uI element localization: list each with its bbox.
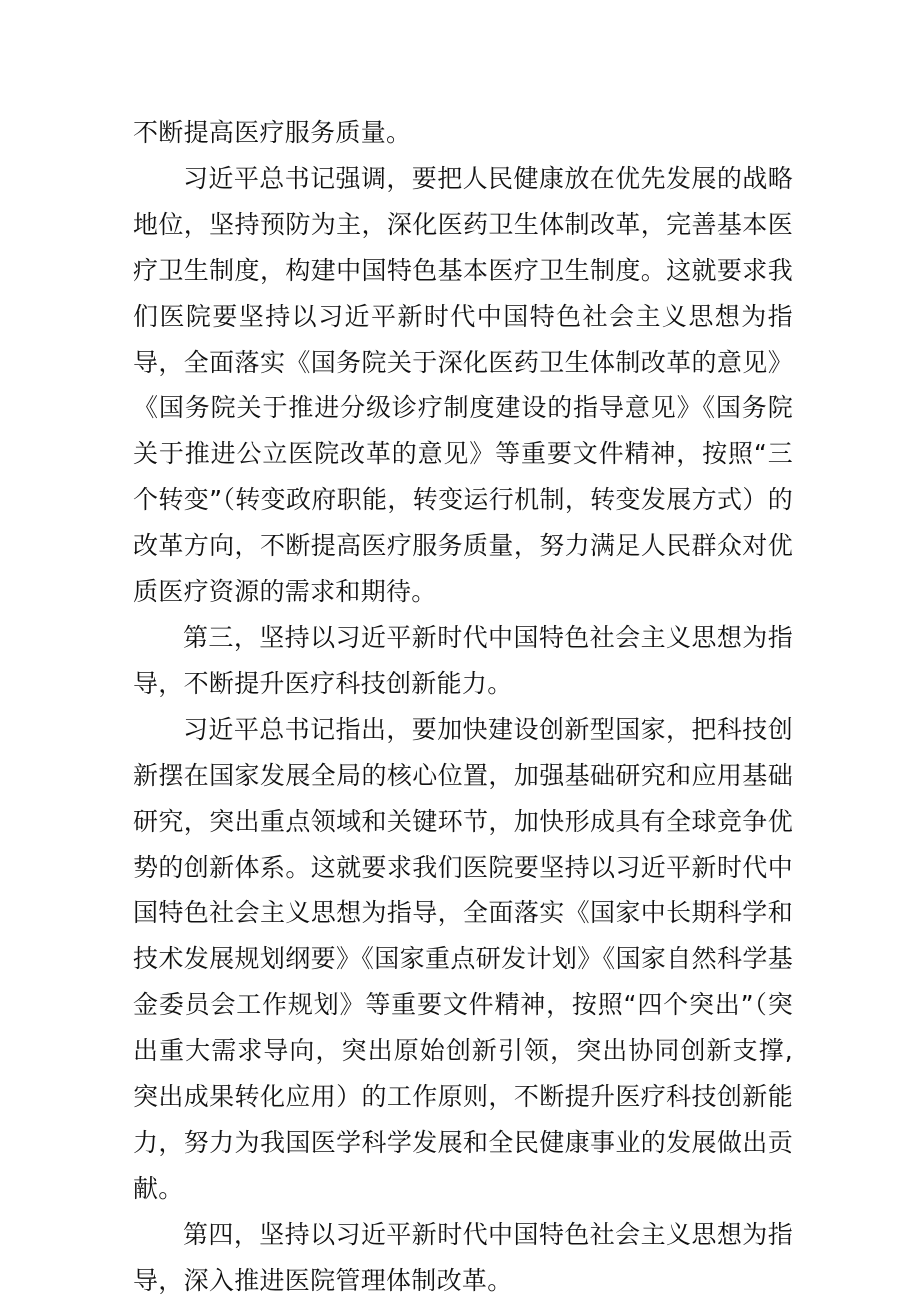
paragraph-point-four: 第四，坚持以习近平新时代中国特色社会主义思想为指导，深入推进医院管理体制改革。 xyxy=(133,1219,793,1295)
document-body xyxy=(133,110,793,1304)
paragraph-continuation: 不断提高医疗服务质量。 xyxy=(133,118,412,147)
paragraph-healthcare-reform: 习近平总书记强调，要把人民健康放在优先发展的战略地位，坚持预防为主，深化医药卫生体制改革，完善基本医疗卫生制度，构建中国特色基本医疗卫生制度。这就要求我们医院要坚持以习近平新时代中国特色社会主义思想为指导，全面落实《国务院关于深化医药卫生体制改革的意见》《国务院关于推进分级诊疗制度建设的指导意见》《国务院关于推进公立医院改革的意见》等重要文件精神，按照“三个转变”（转变政府职能，转变运行机制，转变发展方式）的改革方向，不断提高医疗服务质量，努力满足人民群众对优质医疗资源的需求和期待。 xyxy=(133,163,793,607)
paragraph-point-three: 第三，坚持以习近平新时代中国特色社会主义思想为指导，不断提升医疗科技创新能力。 xyxy=(133,622,793,698)
paragraph-tech-innovation: 习近平总书记指出，要加快建设创新型国家，把科技创新摆在国家发展全局的核心位置，加强基础研究和应用基础研究，突出重点领域和关键环节，加快形成具有全球竞争优势的创新体系。这就要求我们医院要坚持以习近平新时代中国特色社会主义思想为指导，全面落实《国家中长期科学和技术发展规划纲要》《国家重点研发计划》《国家自然科学基金委员会工作规划》等重要文件精神，按照“四个突出”（突出重大需求导向，突出原始创新引领，突出协同创新支撑,突出成果转化应用）的工作原则，不断提升医疗科技创新能力，努力为我国医学科学发展和全民健康事业的发展做出贡献。 xyxy=(133,714,793,1203)
